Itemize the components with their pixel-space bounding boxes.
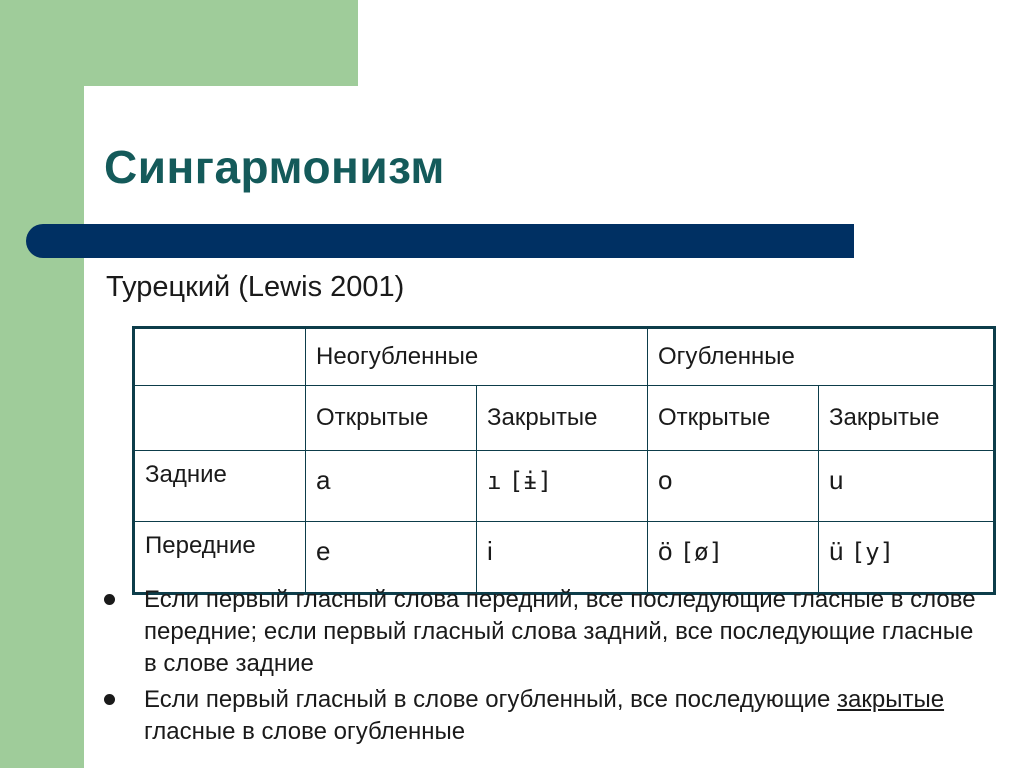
vowel-ipa: [y] [850,538,895,566]
table-header-row-2 [134,386,995,451]
list-item [104,584,984,680]
vowel-table [132,326,996,595]
vowel-a: a [306,451,477,522]
underlined-word: закрытые [837,686,945,713]
green-top-block [0,0,358,86]
bullet-text-before: Если первый гласный в слове огубленный, все последующие [144,686,837,713]
row-label-back: Задние [134,451,306,522]
table-row-back [134,451,995,522]
header-open-unrounded: Открытые [306,386,477,451]
header-rounded: Огубленные [648,328,995,386]
vowel-e: e [306,522,477,594]
bullet-text: Если первый гласный слова передний, все последующие гласные в слове передние; если первый гласный слова задний, все последующие гласные в слове задние [144,586,976,677]
vowel-letter: ı [487,467,502,495]
header-closed-unrounded: Закрытые [477,386,648,451]
vowel-o-umlaut [648,522,819,594]
header-closed-rounded: Закрытые [819,386,995,451]
header-unrounded: Неогубленные [306,328,648,386]
bullet-text-after: гласные в слове огубленные [144,718,466,745]
vowel-u: u [819,451,995,522]
vowel-ipa: [ɨ] [508,467,553,495]
vowel-letter: ö [658,536,673,566]
vowel-letter: ü [829,536,844,566]
slide-subtitle: Турецкий (Lewis 2001) [106,271,405,303]
title-rule [26,224,854,258]
table-cell-empty [134,386,306,451]
vowel-o: o [648,451,819,522]
green-side-bar [0,0,84,768]
table-row-front [134,522,995,594]
vowel-dotless-i [477,451,648,522]
vowel-i: i [477,522,648,594]
vowel-ipa: [ø] [679,538,724,566]
header-open-rounded: Открытые [648,386,819,451]
row-label-front: Передние [134,522,306,594]
vowel-u-umlaut [819,522,995,594]
list-item [104,684,984,748]
bullet-list [104,584,984,752]
slide-title: Сингармонизм [104,141,445,193]
table-header-row-1 [134,328,995,386]
table-cell-empty [134,328,306,386]
bullet-icon [104,694,115,705]
bullet-icon [104,594,115,605]
